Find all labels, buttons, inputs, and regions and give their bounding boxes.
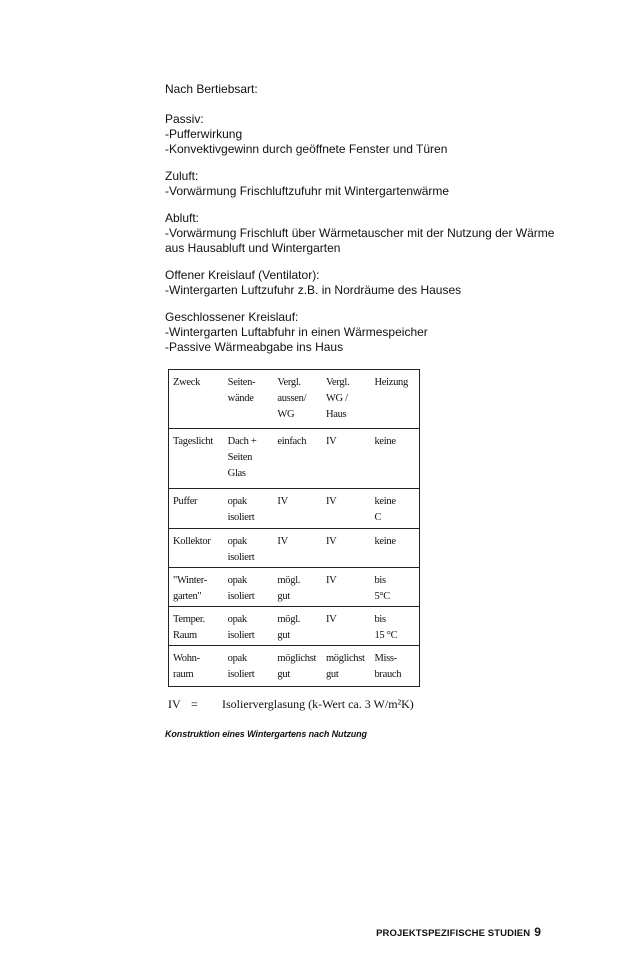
section-abluft [165, 211, 585, 256]
section-line: -Wintergarten Luftabfuhr in einen Wärmespeicher [165, 325, 428, 339]
section-title: Geschlossener Kreislauf: [165, 310, 299, 324]
section-geschlossener-kreislauf [165, 310, 585, 355]
table-cell: keine [370, 529, 419, 568]
table-cell: opak isoliert [224, 529, 274, 568]
table-legend [168, 697, 414, 712]
section-offener-kreislauf [165, 268, 585, 298]
section-line: -Konvektivgewinn durch geöffnete Fenster und Türen [165, 142, 448, 156]
section-line: aus Hausabluft und Wintergarten [165, 241, 341, 255]
table-cell: opak isoliert [224, 646, 274, 687]
table-cell: bis 15 °C [370, 607, 419, 646]
table-row [169, 568, 420, 607]
section-line: -Vorwärmung Frischluftzufuhr mit Wintergartenwärme [165, 184, 450, 198]
table-header-cell: Zweck [169, 370, 224, 429]
table-row [169, 529, 420, 568]
page-footer [376, 925, 541, 939]
section-line: -Pufferwirkung [165, 127, 243, 141]
section-title: Abluft: [165, 211, 200, 225]
table-row [169, 429, 420, 489]
table-cell: opak isoliert [224, 568, 274, 607]
legend-equals: = [191, 697, 198, 711]
table-cell: Tageslicht [169, 429, 224, 489]
table-cell: opak isoliert [224, 607, 274, 646]
table-cell: IV [322, 568, 371, 607]
table-header-cell: Vergl. WG / Haus [322, 370, 371, 429]
table-cell: IV [322, 429, 371, 489]
table-cell: Temper. Raum [169, 607, 224, 646]
table-cell: opak isoliert [224, 489, 274, 529]
table-cell: Wohn- raum [169, 646, 224, 687]
page-number: 9 [534, 925, 541, 939]
table-cell: "Winter- garten" [169, 568, 224, 607]
table-header-cell: Heizung [370, 370, 419, 429]
table-header-cell: Vergl. aussen/ WG [273, 370, 322, 429]
table-cell: keine C [370, 489, 419, 529]
table-cell: IV [322, 607, 371, 646]
table-cell: mögl. gut [273, 568, 322, 607]
table-row [169, 646, 420, 687]
table-cell: mögl. gut [273, 607, 322, 646]
section-line: -Vorwärmung Frischluft über Wärmetauscher mit der Nutzung der Wärme [165, 226, 555, 240]
legend-definition: Isolierverglasung (k-Wert ca. 3 W/m²K) [222, 697, 414, 711]
table-cell: keine [370, 429, 419, 489]
table-cell: Miss- brauch [370, 646, 419, 687]
footer-label: PROJEKTSPEZIFISCHE STUDIEN [376, 928, 531, 939]
usage-table [168, 369, 420, 687]
table-cell: Kollektor [169, 529, 224, 568]
table-cell: Puffer [169, 489, 224, 529]
table-cell: IV [322, 529, 371, 568]
table-row [169, 489, 420, 529]
section-line: -Wintergarten Luftzufuhr z.B. in Nordräume des Hauses [165, 283, 462, 297]
table-cell: Dach + Seiten Glas [224, 429, 274, 489]
table-header-cell: Seiten- wände [224, 370, 274, 429]
section-passiv [165, 112, 585, 157]
table-cell: möglichst gut [322, 646, 371, 687]
section-title: Passiv: [165, 112, 204, 126]
legend-abbreviation: IV [168, 697, 181, 711]
section-zuluft [165, 169, 585, 199]
table-cell: bis 5°C [370, 568, 419, 607]
figure-caption: Konstruktion eines Wintergartens nach Nutzung [165, 729, 367, 739]
section-heading: Nach Bertiebsart: [165, 82, 258, 96]
table-cell: IV [322, 489, 371, 529]
table-cell: IV [273, 529, 322, 568]
section-title: Offener Kreislauf (Ventilator): [165, 268, 320, 282]
section-title: Zuluft: [165, 169, 199, 183]
table-cell: einfach [273, 429, 322, 489]
table-header-row [169, 370, 420, 429]
table-cell: IV [273, 489, 322, 529]
body-text [165, 82, 585, 367]
section-line: -Passive Wärmeabgabe ins Haus [165, 340, 344, 354]
table-cell: möglichst gut [273, 646, 322, 687]
table-row [169, 607, 420, 646]
